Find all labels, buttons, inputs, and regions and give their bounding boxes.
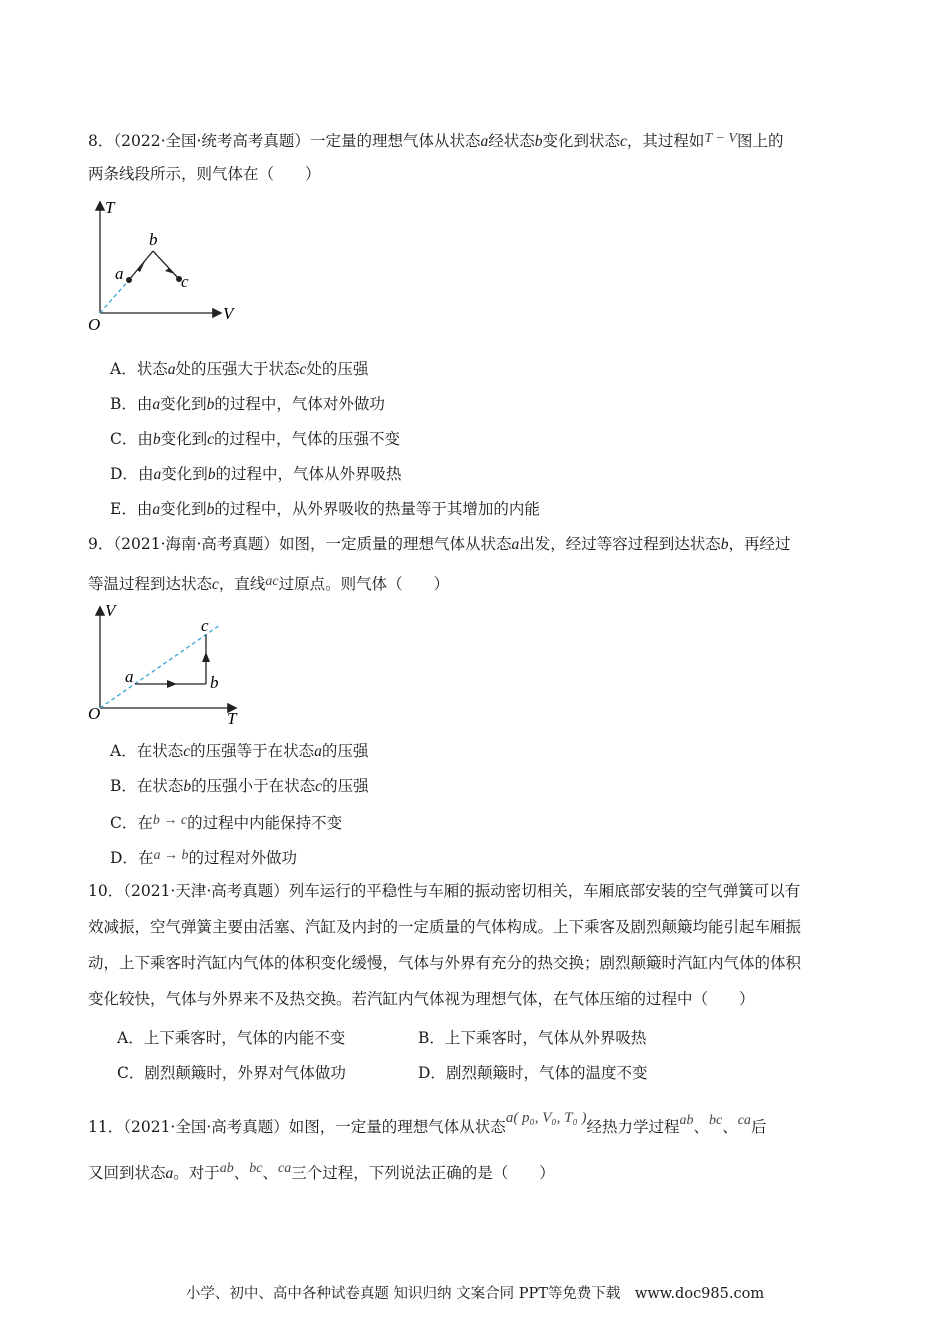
question-10-line-3: 动，上下乘客时汽缸内气体的体积变化缓慢，气体与外界有充分的热交换；剧烈颠簸时汽缸内气体的体积 (88, 954, 802, 972)
option-10-a: A．上下乘客时，气体的内能不变 (117, 1029, 346, 1047)
question-source: （2021·海南·高考真题） (113, 535, 279, 553)
v-axis-label: V (223, 304, 234, 323)
math-ab: ab (679, 1113, 694, 1128)
segment-bc (153, 251, 179, 279)
option-9-b: B．在状态b的压强小于在状态c的压强 (110, 777, 369, 795)
origin-label: O (88, 315, 101, 334)
question-number: 9． (88, 535, 114, 553)
v-axis-label: V (105, 601, 116, 620)
graph-v-t (85, 598, 250, 728)
option-10-b: B．上下乘客时，气体从外界吸热 (418, 1029, 647, 1047)
question-10-line-1: 10．（2021·天津·高考真题）列车运行的平稳性与车厢的振动密切相关，车厢底部安装的空气弹簧可以有 (88, 882, 801, 900)
math-bc: bc (708, 1113, 723, 1128)
option-10-c: C．剧烈颠簸时，外界对气体做功 (117, 1064, 346, 1082)
point-c-label: c (181, 272, 189, 291)
option-8-e: E．由a变化到b的过程中，从外界吸收的热量等于其增加的内能 (110, 500, 540, 518)
math-ca: ca (737, 1113, 751, 1128)
option-8-d: D．由a变化到b的过程中，气体从外界吸热 (110, 465, 402, 483)
question-number: 10． (88, 882, 124, 900)
question-10-line-4: 变化较快，气体与外界来不及热交换。若汽缸内气体视为理想气体，在气体压缩的过程中（ ） (88, 990, 755, 1008)
option-9-a: A．在状态c的压强等于在状态a的压强 (110, 742, 369, 760)
question-source: （2021·全国·高考真题） (123, 1118, 289, 1136)
point-a (126, 277, 132, 283)
question-9-line-2: 等温过程到达状态c，直线ac过原点。则气体（ ） (88, 574, 450, 593)
question-8-line-2: 两条线段所示，则气体在（ ） (88, 165, 321, 183)
question-11-line-2: 又回到状态a。对于ab、bc、ca三个过程，下列说法正确的是（ ） (88, 1161, 555, 1182)
question-number: 11． (88, 1118, 124, 1136)
origin-label: O (88, 704, 101, 723)
question-8-line-1: 8．（2022·全国·统考高考真题）一定量的理想气体从状态a经状态b变化到状态c，其过程如T − V图上的 (88, 131, 784, 150)
point-b-label: b (210, 673, 219, 692)
point-c-label: c (201, 616, 209, 635)
math-a-to-b: a → b (153, 848, 189, 863)
option-9-c: C．在b → c的过程中内能保持不变 (110, 813, 343, 832)
dashed-line-ac (100, 625, 220, 708)
question-number: 8． (88, 132, 114, 150)
option-8-c: C．由b变化到c的过程中，气体的压强不变 (110, 430, 401, 448)
arrow-ab (167, 680, 177, 688)
option-8-a: A．状态a处的压强大于状态c处的压强 (110, 360, 369, 378)
math-b-to-c: b → c (152, 813, 188, 828)
question-source: （2021·天津·高考真题） (123, 882, 289, 900)
math-t-v: T − V (704, 131, 737, 146)
arrow-bc (202, 652, 210, 662)
t-axis-label: T (105, 198, 115, 217)
dashed-extension-line (100, 280, 129, 313)
question-10-line-2: 效减振，空气弹簧主要由活塞、汽缸及内封的一定质量的气体构成。上下乘客及剧烈颠簸均能引起车厢振 (88, 918, 802, 936)
math-state-a: a( p₀, V₀, T₀ ) (505, 1110, 587, 1126)
arrow-ab (137, 261, 145, 272)
page-footer: 小学、初中、高中各种试卷真题 知识归纳 文案合同 PPT等免费下载 www.doc985.com (185, 1286, 765, 1302)
math-ac: ac (265, 574, 279, 589)
graph-t-v (85, 195, 250, 335)
question-11-line-1: 11．（2021·全国·高考真题）如图，一定量的理想气体从状态a( p₀, V₀, T₀ )经热力学过程ab、bc、ca后 (88, 1110, 767, 1136)
point-a-label: a (125, 667, 134, 686)
option-9-d: D．在a → b的过程对外做功 (110, 848, 297, 867)
option-8-b: B．由a变化到b的过程中，气体对外做功 (110, 395, 385, 413)
point-a-label: a (115, 264, 124, 283)
question-9-line-1: 9．（2021·海南·高考真题）如图，一定质量的理想气体从状态a出发，经过等容过程到达状态b，再经过 (88, 535, 791, 553)
point-b-label: b (149, 230, 158, 249)
t-axis-label: T (227, 709, 237, 728)
option-10-d: D．剧烈颠簸时，气体的温度不变 (418, 1064, 648, 1082)
question-source: （2022·全国·统考高考真题） (113, 132, 310, 150)
